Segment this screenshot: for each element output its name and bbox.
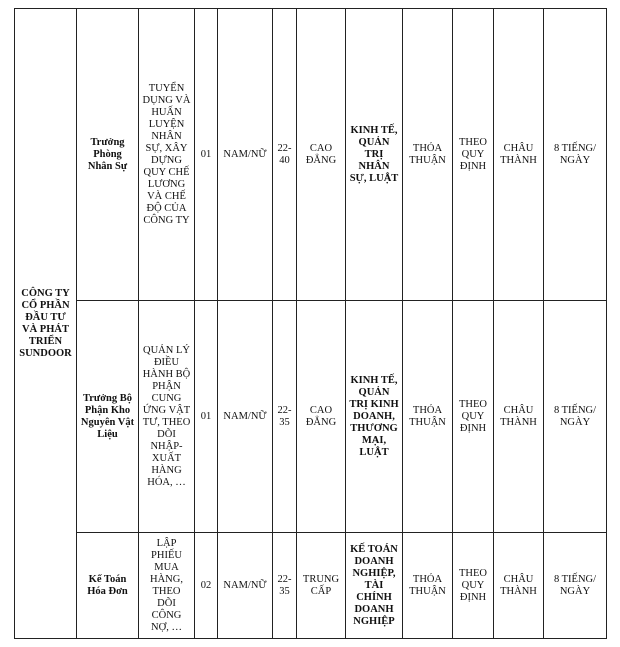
age-cell: 22-35 <box>273 533 297 639</box>
position-title: Trưởng Phòng Nhân Sự <box>77 9 139 301</box>
gender-cell: NAM/NỮ <box>218 533 273 639</box>
major-cell: KINH TẾ, QUẢN TRỊ KINH DOANH, THƯƠNG MẠI, LUẬT <box>346 301 403 533</box>
salary-cell: THỎA THUẬN <box>403 533 453 639</box>
benefits-cell: THEO QUY ĐỊNH <box>453 9 494 301</box>
major-cell: KẾ TOÁN DOANH NGHIỆP, TÀI CHÍNH DOANH NGHIỆP <box>346 533 403 639</box>
education-cell: CAO ĐẲNG <box>297 9 346 301</box>
job-description: QUẢN LÝ ĐIỀU HÀNH BỘ PHẬN CUNG ỨNG VẬT TƯ, THEO DÕI NHẬP-XUẤT HÀNG HÓA, … <box>139 301 195 533</box>
location-cell: CHÂU THÀNH <box>494 9 544 301</box>
location-cell: CHÂU THÀNH <box>494 533 544 639</box>
education-cell: TRUNG CẤP <box>297 533 346 639</box>
salary-cell: THỎA THUẬN <box>403 301 453 533</box>
position-title: Trưởng Bộ Phận Kho Nguyên Vật Liệu <box>77 301 139 533</box>
job-listings-table <box>14 8 607 639</box>
quantity-cell: 01 <box>195 301 218 533</box>
quantity-cell: 02 <box>195 533 218 639</box>
hours-cell: 8 TIẾNG/ NGÀY <box>544 533 607 639</box>
hours-cell: 8 TIẾNG/ NGÀY <box>544 301 607 533</box>
benefits-cell: THEO QUY ĐỊNH <box>453 533 494 639</box>
table-row <box>15 301 607 533</box>
company-name: CÔNG TY CỔ PHẦN ĐẦU TƯ VÀ PHÁT TRIỂN SUNDOOR <box>15 9 77 639</box>
age-cell: 22-35 <box>273 301 297 533</box>
quantity-cell: 01 <box>195 9 218 301</box>
salary-cell: THỎA THUẬN <box>403 9 453 301</box>
job-description: TUYỂN DỤNG VÀ HUẤN LUYỆN NHÂN SỰ, XÂY DỰNG QUY CHẾ LƯƠNG VÀ CHẾ ĐỘ CỦA CÔNG TY <box>139 9 195 301</box>
gender-cell: NAM/NỮ <box>218 9 273 301</box>
table-row <box>15 533 607 639</box>
benefits-cell: THEO QUY ĐỊNH <box>453 301 494 533</box>
table-row <box>15 9 607 301</box>
job-description: LẬP PHIẾU MUA HÀNG, THEO DÕI CÔNG NỢ, … <box>139 533 195 639</box>
position-title: Kế Toán Hóa Đơn <box>77 533 139 639</box>
education-cell: CAO ĐẲNG <box>297 301 346 533</box>
major-cell: KINH TẾ, QUẢN TRỊ NHÂN SỰ, LUẬT <box>346 9 403 301</box>
location-cell: CHÂU THÀNH <box>494 301 544 533</box>
hours-cell: 8 TIẾNG/ NGÀY <box>544 9 607 301</box>
gender-cell: NAM/NỮ <box>218 301 273 533</box>
age-cell: 22-40 <box>273 9 297 301</box>
